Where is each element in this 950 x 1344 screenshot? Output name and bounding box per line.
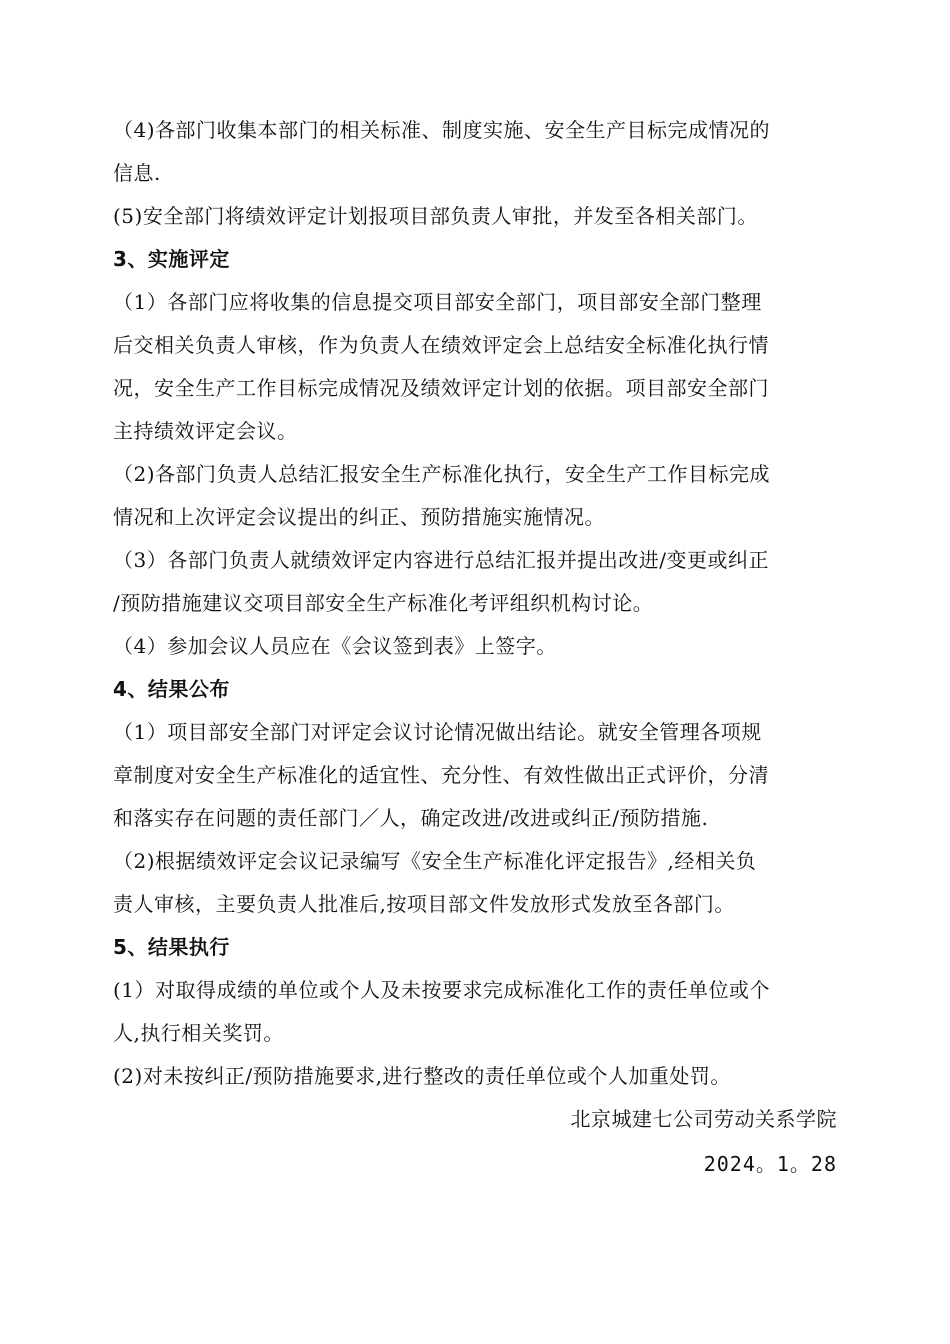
text-line: 况，安全生产工作目标完成情况及绩效评定计划的依据。项目部安全部门 [113, 376, 769, 400]
text-line: 章制度对安全生产标准化的适宜性、充分性、有效性做出正式评价，分清 [113, 763, 769, 787]
text-line: 和落实存在问题的责任部门／人，确定改进/改进或纠正/预防措施. [113, 806, 709, 830]
text-line: 人,执行相关奖罚。 [113, 1021, 284, 1045]
text-line: 责人审核，主要负责人批准后,按项目部文件发放形式发放至各部门。 [113, 892, 735, 916]
text-line: （4）参加会议人员应在《会议签到表》上签字。 [113, 634, 557, 658]
text-line: （3）各部门负责人就绩效评定内容进行总结汇报并提出改进/变更或纠正 [113, 548, 769, 572]
section-heading-5: 5、结果执行 [113, 935, 230, 959]
text-line: （4)各部门收集本部门的相关标准、制度实施、安全生产目标完成情况的 [113, 118, 771, 142]
text-line: 主持绩效评定会议。 [113, 419, 298, 443]
text-line: （2)各部门负责人总结汇报安全生产标准化执行，安全生产工作目标完成 [113, 462, 771, 486]
text-line: 后交相关负责人审核，作为负责人在绩效评定会上总结安全标准化执行情 [113, 333, 769, 357]
text-line: 信息. [113, 161, 161, 185]
section-heading-4: 4、结果公布 [113, 677, 230, 701]
text-line: 情况和上次评定会议提出的纠正、预防措施实施情况。 [113, 505, 605, 529]
text-line: （1）各部门应将收集的信息提交项目部安全部门，项目部安全部门整理 [113, 290, 762, 314]
text-line: (1）对取得成绩的单位或个人及未按要求完成标准化工作的责任单位或个 [113, 978, 771, 1002]
text-line: (5)安全部门将绩效评定计划报项目部负责人审批，并发至各相关部门。 [113, 204, 758, 228]
text-line: （1）项目部安全部门对评定会议讨论情况做出结论。就安全管理各项规 [113, 720, 762, 744]
text-line: (2)对未按纠正/预防措施要求,进行整改的责任单位或个人加重处罚。 [113, 1064, 731, 1088]
signature-organization: 北京城建七公司劳动关系学院 [570, 1107, 837, 1131]
section-heading-3: 3、实施评定 [113, 247, 230, 271]
signature-date: 2024。1。28 [703, 1152, 837, 1176]
text-line: /预防措施建议交项目部安全生产标准化考评组织机构讨论。 [113, 591, 654, 615]
text-line: （2)根据绩效评定会议记录编写《安全生产标准化评定报告》,经相关负 [113, 849, 757, 873]
